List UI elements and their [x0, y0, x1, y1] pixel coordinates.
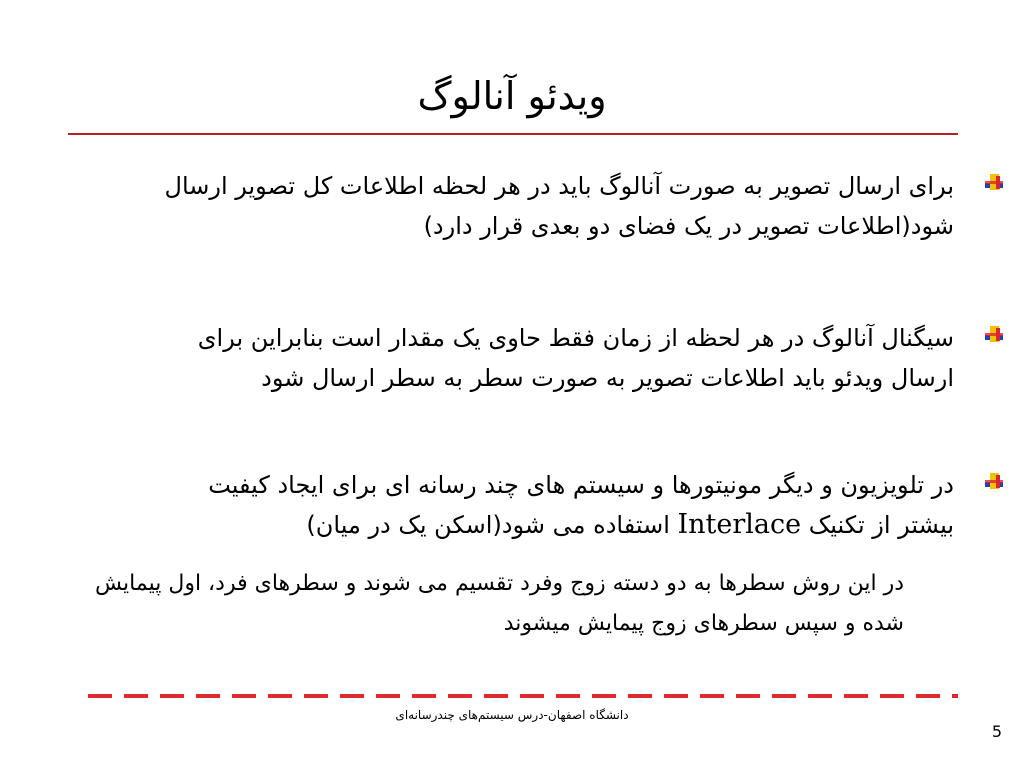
bullet-item-2: [60, 318, 954, 398]
bullet-3-line-2-post: استفاده می شود(اسکن یک در میان): [306, 511, 670, 539]
bullet-1-line-1: برای ارسال تصویر به صورت آنالوگ باید در هر لحظه اطلاعات کل تصویر ارسال: [164, 172, 954, 200]
bullet-icon: [984, 172, 1006, 192]
bullet-icon: [984, 324, 1006, 344]
page-number: 5: [991, 722, 1002, 741]
footer-dashed-divider: [88, 694, 958, 698]
bullet-3-line-1: در تلویزیون و دیگر مونیتورها و سیستم های چند رسانه ای برای ایجاد کیفیت: [208, 471, 954, 499]
bullet-item-1: [60, 166, 954, 246]
sub-line-1: در این روش سطرها به دو دسته زوج وفرد تقسیم می شوند و سطرهای فرد، اول پیمایش: [95, 571, 904, 596]
interlace-term: Interlace: [677, 509, 802, 540]
bullet-3-line-2-pre: بیشتر از تکنیک: [808, 511, 954, 539]
slide-title: ویدئو آنالوگ: [417, 74, 607, 118]
footer-text: دانشگاه اصفهان-درس سیستم‌های چندرسانه‌ای: [395, 708, 629, 722]
bullet-2-line-2: ارسال ویدئو باید اطلاعات تصویر به صورت سطر به سطر ارسال شود: [261, 364, 954, 392]
bullet-3-line-2: [60, 505, 954, 545]
bullet-item-3: [60, 465, 954, 545]
bullet-2-line-1: سیگنال آنالوگ در هر لحظه از زمان فقط حاوی یک مقدار است بنابراین برای: [197, 324, 954, 352]
bullet-1-line-2: شود(اطلاعات تصویر در یک فضای دو بعدی قرار دارد): [423, 212, 954, 240]
bullet-icon: [984, 471, 1006, 491]
sub-line-2: شده و سپس سطرهای زوج پیمایش میشوند: [503, 611, 904, 636]
sub-paragraph: [60, 564, 904, 644]
